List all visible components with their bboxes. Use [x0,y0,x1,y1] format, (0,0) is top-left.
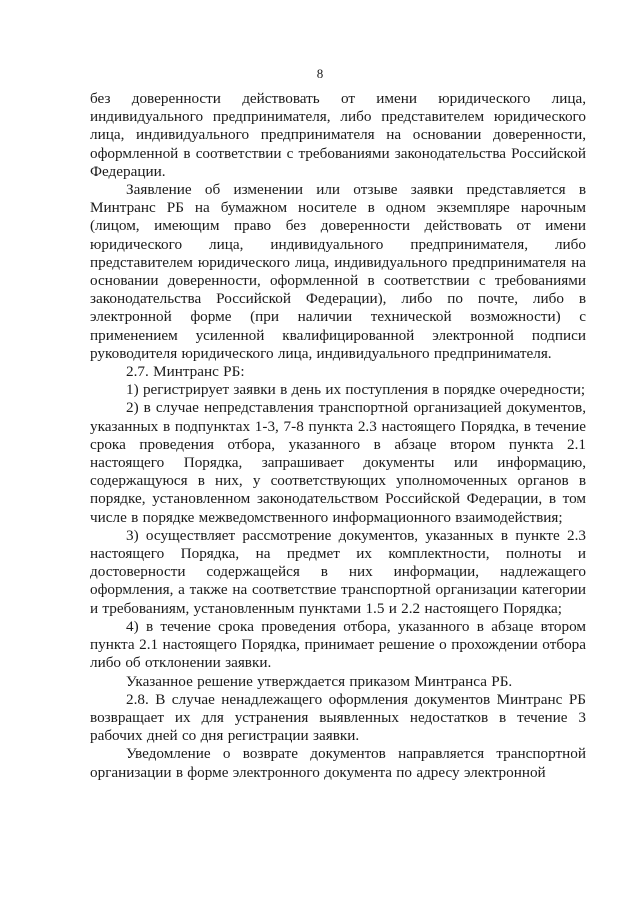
paragraph-statement-submission: Заявление об изменении или отзыве заявки представляется в Минтранс РБ на бумажном носителе в одном экземпляре нарочным (лицом, имеющим право без доверенности действовать от имени юридического лица, индивидуального предпринимателя, либо представителем юридического лица, индивидуального предпринимателя на основании доверенности, оформленной в соответствии с требованиями законодательства Российской Федерации), либо по почте, либо в электронной форме (при наличии технической возможности) с применением усиленной квалифицированной электронной подписи руководителя юридического лица, индивидуального предпринимателя. [90,181,586,362]
document-body [90,90,586,782]
paragraph-item-2: 2) в случае непредставления транспортной организацией документов, указанных в подпунктах 1-3, 7-8 пункта 2.3 настоящего Порядка, в течение срока проведения отбора, указанного в абзаце втором пункта 2.1 настоящего Порядка, запрашивает документы или информацию, содержащуюся в них, у соответствующих уполномоченных органов в порядке, установленном законодательством Российской Федерации, в том числе в порядке межведомственного информационного взаимодействия; [90,399,586,526]
paragraph-item-3: 3) осуществляет рассмотрение документов, указанных в пункте 2.3 настоящего Порядка, на предмет их комплектности, полноты и достоверности содержащейся в них информации, надлежащего оформления, а также на соответствие транспортной организации категории и требованиям, установленным пунктами 1.5 и 2.2 настоящего Порядка; [90,526,586,617]
paragraph-continuation: без доверенности действовать от имени юридического лица, индивидуального предпринимателя, либо представителем юридического лица, индивидуального предпринимателя на основании доверенности, оформленной в соответствии с требованиями законодательства Российской Федерации. [90,90,586,180]
paragraph-section-2-8: 2.8. В случае ненадлежащего оформления документов Минтранс РБ возвращает их для устранения выявленных недостатков в течение 3 рабочих дней со дня регистрации заявки. [90,690,586,745]
paragraph-item-4: 4) в течение срока проведения отбора, указанного в абзаце втором пункта 2.1 настоящего Порядка, принимает решение о прохождении отбора либо об отклонении заявки. [90,617,586,672]
page-number: 8 [316,66,324,81]
paragraph-item-1: 1) регистрирует заявки в день их поступления в порядке очередности; [126,381,586,399]
paragraph-section-2-7: 2.7. Минтранс РБ: [126,363,245,381]
paragraph-decision: Указанное решение утверждается приказом Минтранса РБ. [126,672,513,690]
paragraph-notification: Уведомление о возврате документов направляется транспортной организации в форме электронного документа по адресу электронной [90,745,586,781]
